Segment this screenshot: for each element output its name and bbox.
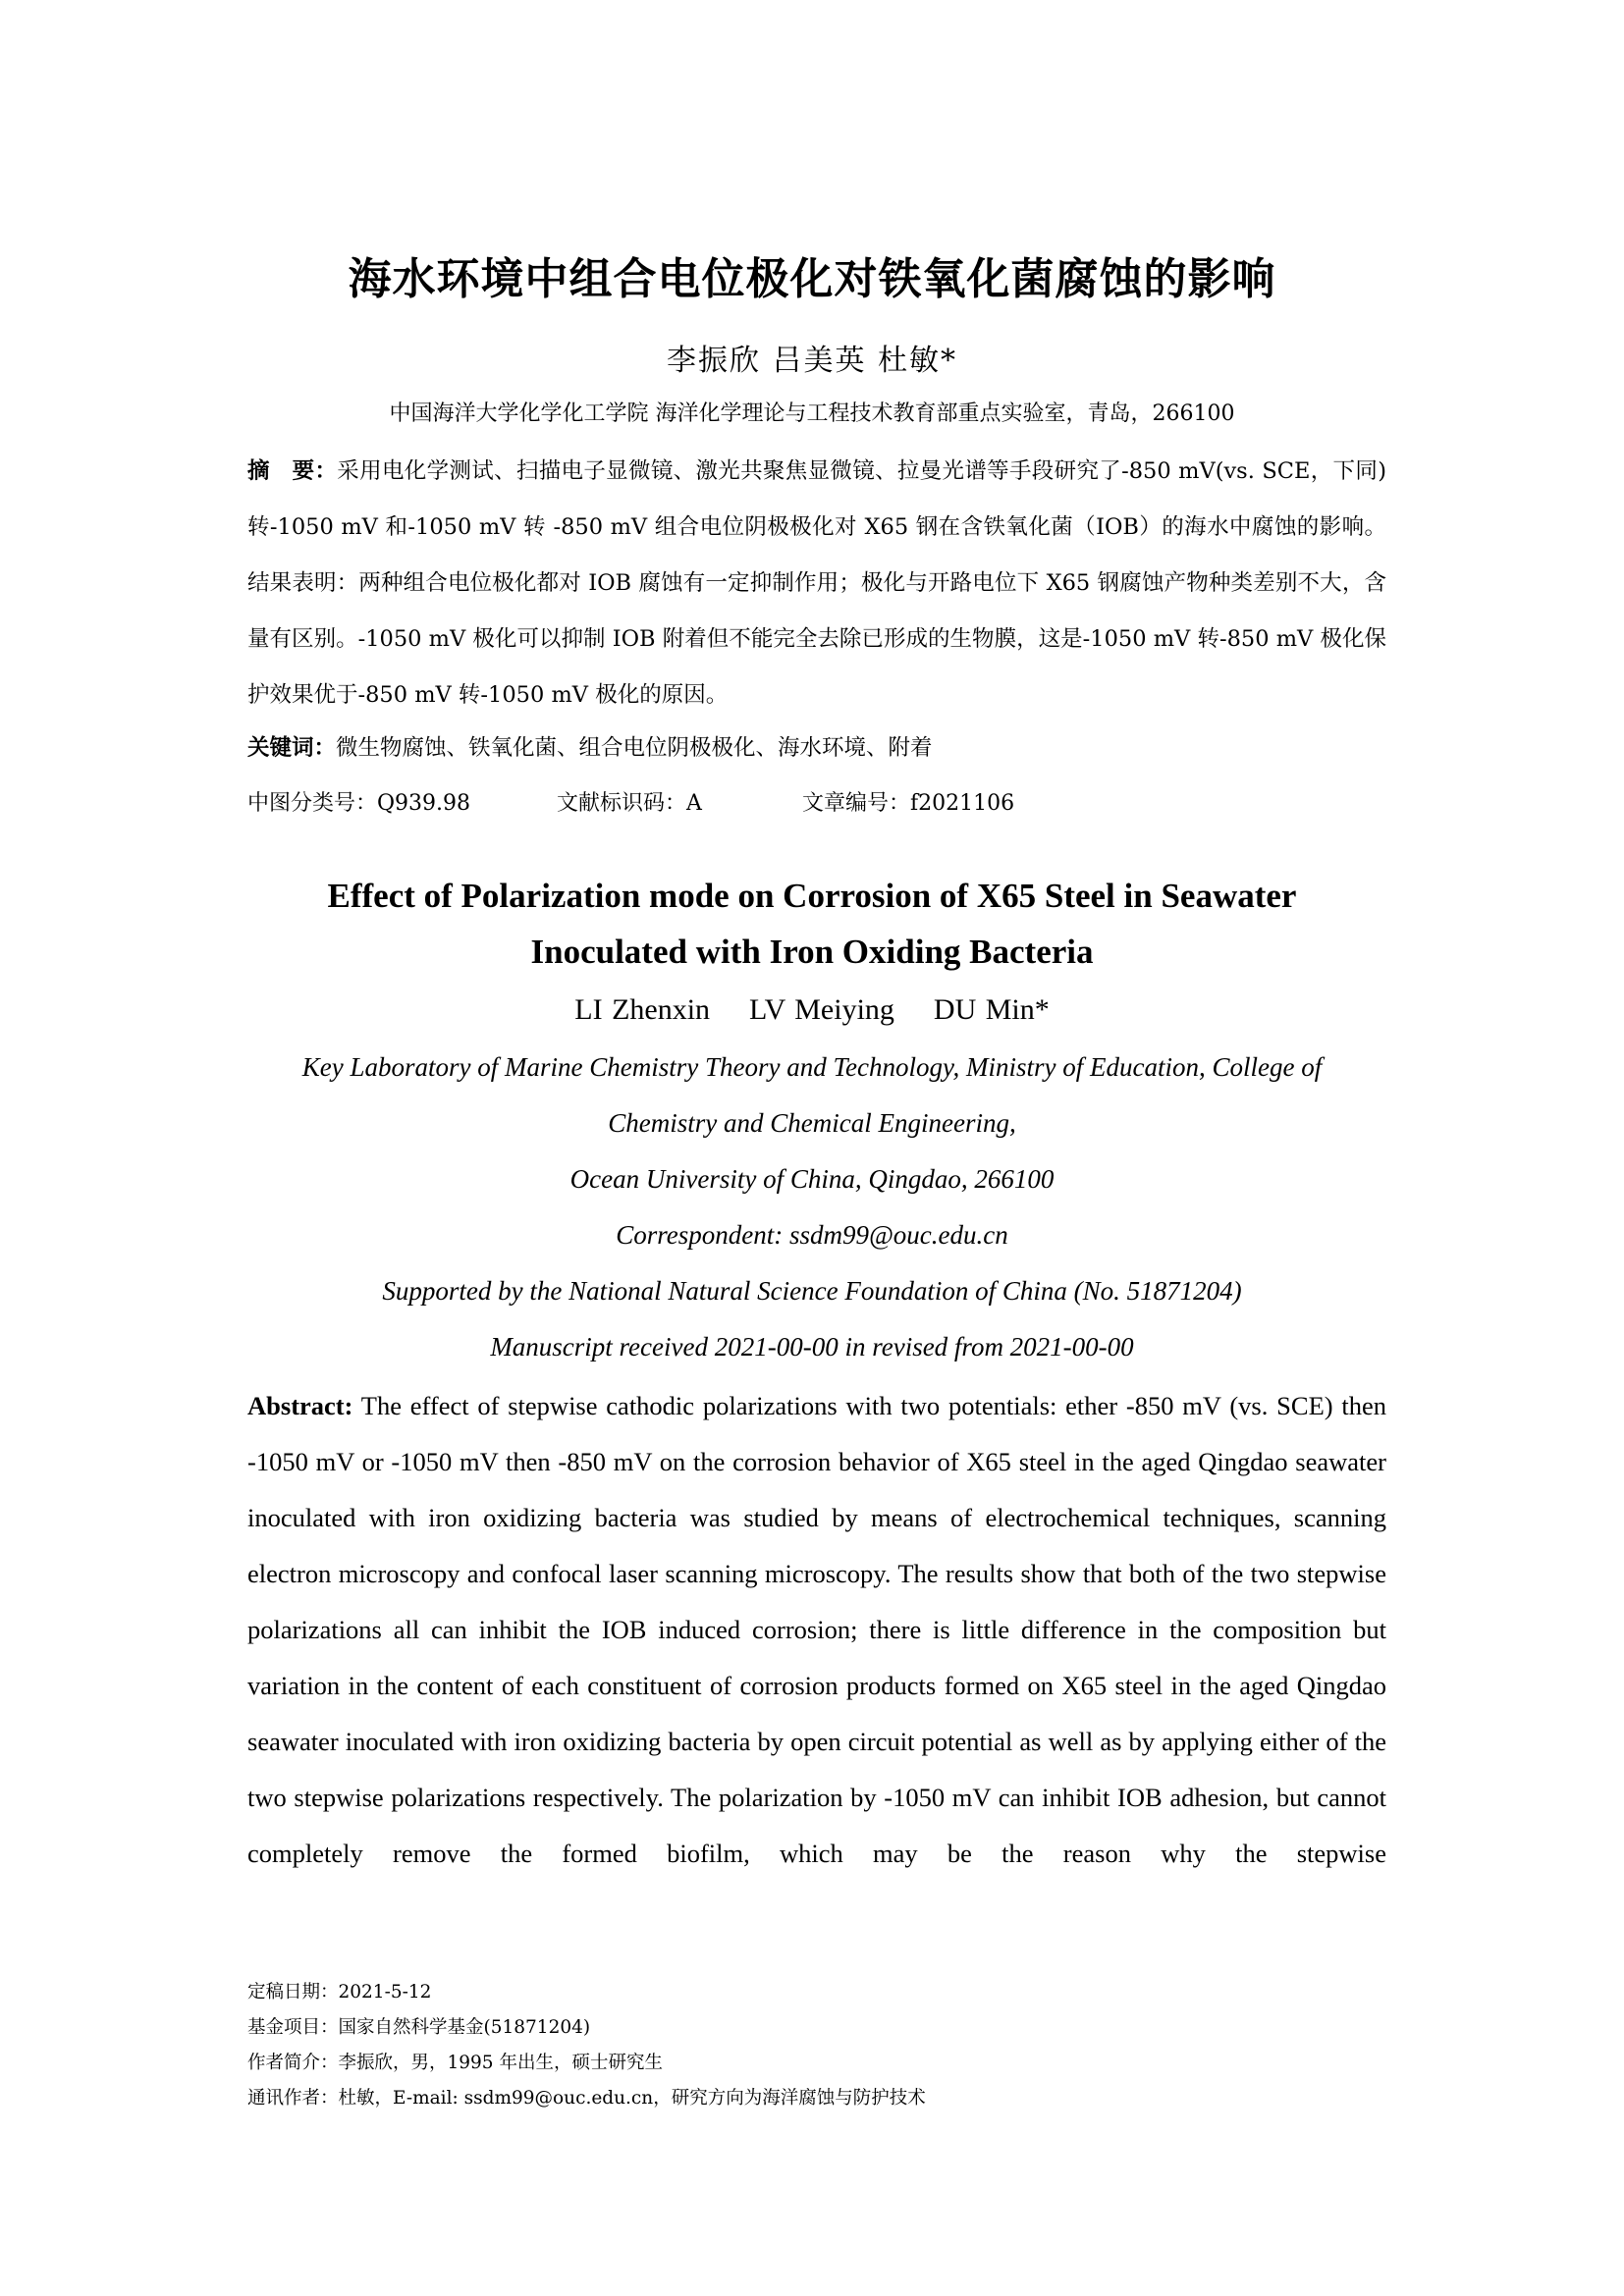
footnote-corresponding: 通讯作者：杜敏，E-mail: ssdm99@ouc.edu.cn，研究方向为海洋腐蚀与防护技术: [247, 2088, 926, 2109]
english-affiliation-line: Key Laboratory of Marine Chemistry Theory and Technology, Ministry of Education, College of: [301, 1052, 1323, 1082]
english-affiliation-line: Chemistry and Chemical Engineering,: [608, 1108, 1016, 1138]
clc-number: 中图分类号：Q939.98: [247, 791, 471, 816]
author-name: LV Meiying: [749, 993, 894, 1026]
chinese-abstract-text: 采用电化学测试、扫描电子显微镜、激光共聚焦显微镜、拉曼光谱等手段研究了-850 mV(vs. SCE，下同)转-1050 mV 和-1050 mV 转 -850 mV 组合电位阴极极化对 X65 钢在含铁氧化菌（IOB）的海水中腐蚀的影响。结果表明：两种组合电位极化都对 IOB 腐蚀有一定抑制作用；极化与开路电位下 X65 钢腐蚀产物种类差别不大，含量有区别。-1050 mV 极化可以抑制 IOB 附着但不能完全去除已形成的生物膜，这是-1050 mV 转-850 mV 极化保护效果优于-850 mV 转-1050 mV 极化的原因。: [247, 458, 1386, 708]
chinese-abstract: [247, 444, 1386, 723]
english-abstract-text: The effect of stepwise cathodic polarizations with two potentials: ether -850 mV (vs. SCE) then -1050 mV or -1050 mV then -850 mV on the corrosion behavior of X65 steel in the aged Qingdao seawater inoculated with iron oxidizing bacteria was studied by means of electrochemical techniques, scanning electron microscopy and confocal laser scanning microscopy. The results show that both of the two stepwise polarizations all can inhibit the IOB induced corrosion; there is little difference in the composition but variation in the content of each constituent of corrosion products formed on X65 steel in the aged Qingdao seawater inoculated with iron oxidizing bacteria by open circuit potential as well as by applying either of the two stepwise polarizations respectively. The polarization by -1050 mV can inhibit IOB adhesion, but cannot completely remove the formed biofilm, which may be the reason why the stepwise: [247, 1391, 1386, 1868]
chinese-keywords-text: 微生物腐蚀、铁氧化菌、组合电位阴极极化、海水环境、附着: [336, 735, 933, 761]
chinese-title: 海水环境中组合电位极化对铁氧化菌腐蚀的影响: [348, 254, 1276, 304]
footnotes: [247, 1975, 1386, 2116]
classification-line: [247, 784, 1386, 824]
footnote-date: 定稿日期：2021-5-12: [247, 1982, 432, 2002]
english-authors: [0, 993, 1624, 1027]
footnote-author-bio: 作者简介：李振欣，男，1995 年出生，硕士研究生: [247, 2053, 663, 2073]
chinese-keywords-label: 关键词：: [247, 735, 337, 761]
document-code: 文献标识码：A: [557, 791, 702, 816]
chinese-affiliation: 中国海洋大学化学化工学院 海洋化学理论与工程技术教育部重点实验室，青岛，266100: [389, 401, 1235, 426]
footnote-fund: 基金项目：国家自然科学基金(51871204): [247, 2017, 591, 2038]
english-title-line: Inoculated with Iron Oxiding Bacteria: [530, 933, 1094, 971]
author-name: DU Min*: [933, 993, 1050, 1026]
article-number: 文章编号：f2021106: [802, 791, 1015, 816]
chinese-authors: 李振欣 吕美英 杜敏*: [666, 344, 958, 378]
funding-line: Supported by the National Natural Science Foundation of China (No. 51871204): [382, 1276, 1242, 1306]
manuscript-dates: Manuscript received 2021-00-00 in revised from 2021-00-00: [490, 1332, 1134, 1362]
english-title: [0, 868, 1624, 980]
english-abstract-label: Abstract:: [247, 1391, 353, 1420]
correspondent-line: Correspondent: ssdm99@ouc.edu.cn: [616, 1220, 1008, 1250]
english-title-line: Effect of Polarization mode on Corrosion of X65 Steel in Seawater: [327, 877, 1297, 915]
chinese-keywords: [247, 728, 1386, 768]
chinese-abstract-label: 摘 要：: [247, 458, 338, 484]
english-abstract: [247, 1378, 1386, 1882]
english-affiliation-line: Ocean University of China, Qingdao, 266100: [569, 1164, 1055, 1194]
author-name: LI Zhenxin: [574, 993, 711, 1026]
